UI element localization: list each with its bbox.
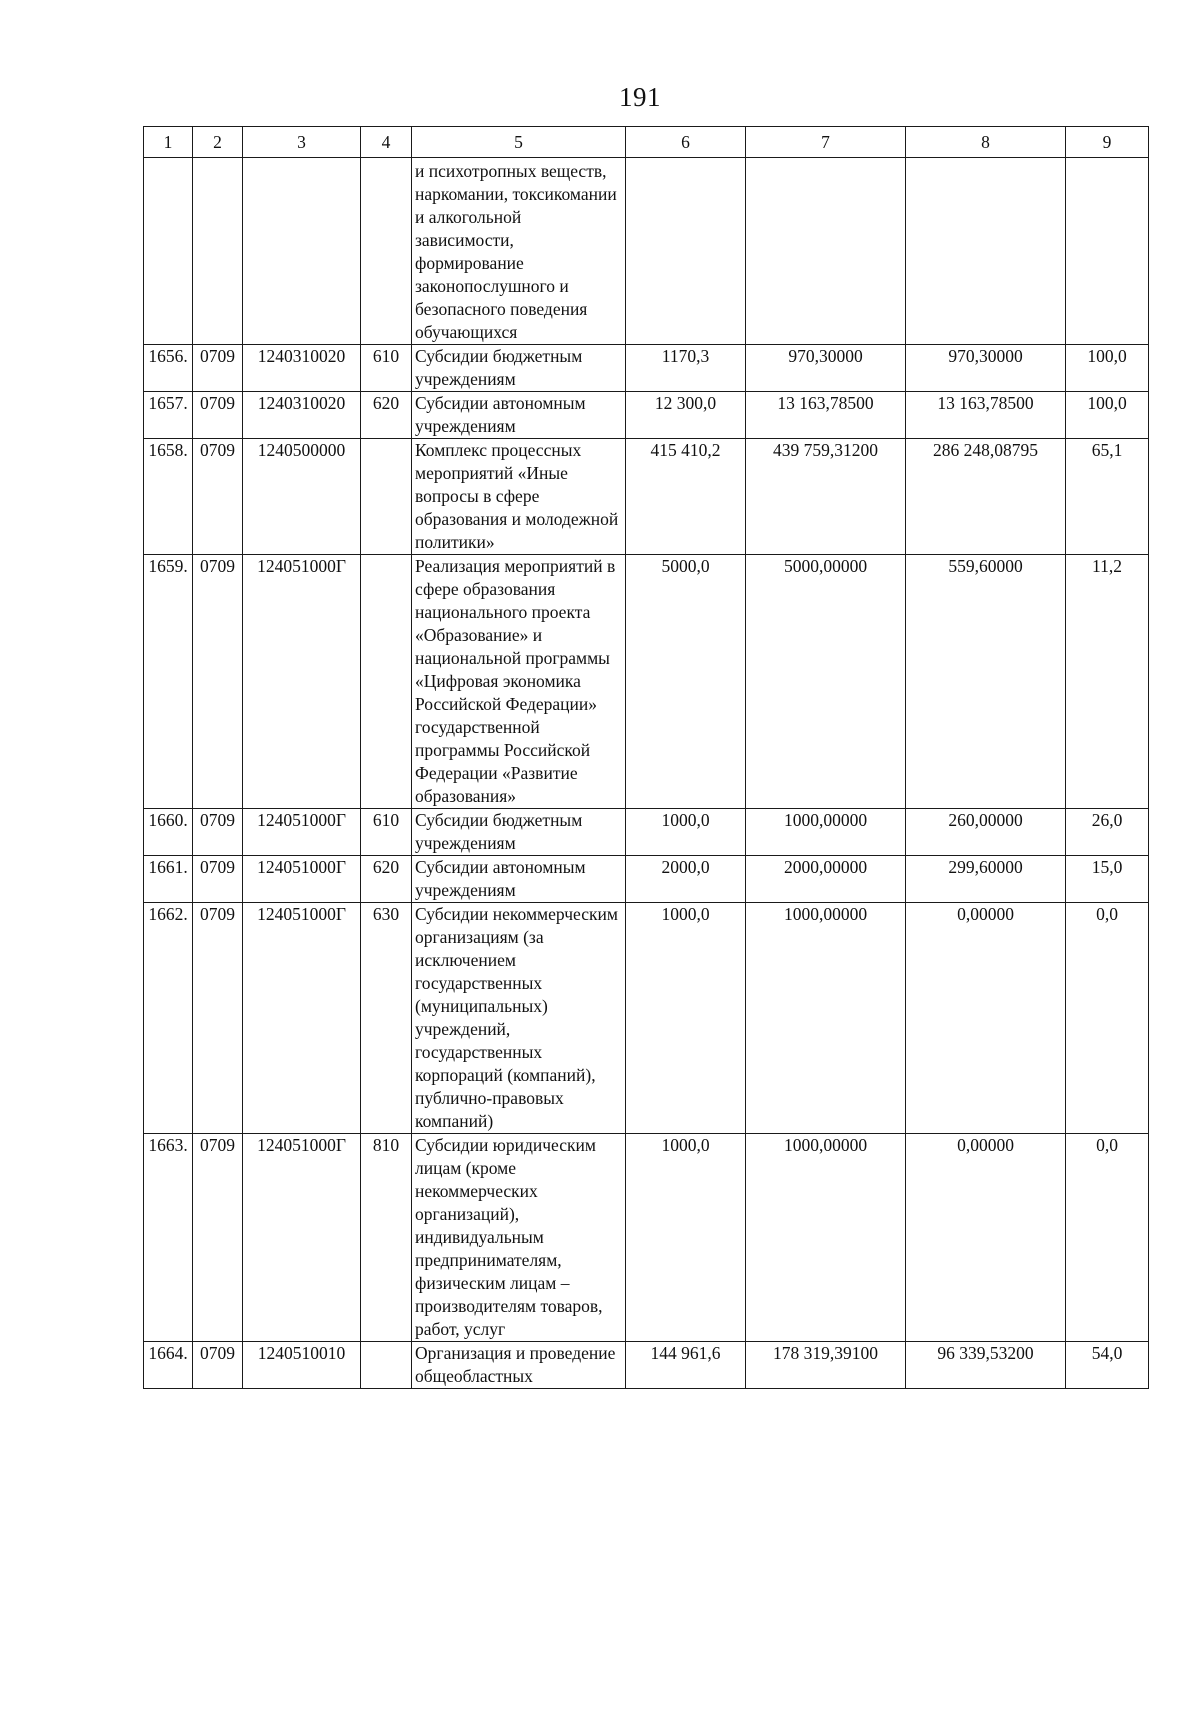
expense-name: Субсидии бюджетным учреждениям [412, 345, 626, 392]
section-code: 0709 [193, 555, 243, 809]
table-row [144, 1342, 1149, 1389]
target-article-code: 1240510010 [243, 1342, 361, 1389]
header-cell: 7 [746, 127, 906, 158]
col6-value: 1000,0 [626, 903, 746, 1134]
section-code: 0709 [193, 809, 243, 856]
table-row-continuation [144, 158, 1149, 345]
row-number: 1663. [144, 1134, 193, 1342]
expense-type-code: 620 [361, 856, 412, 903]
header-cell: 3 [243, 127, 361, 158]
col7-value: 1000,00000 [746, 809, 906, 856]
expense-type-code: 610 [361, 345, 412, 392]
budget-table [143, 126, 1149, 1389]
col6-value: 1000,0 [626, 809, 746, 856]
col6-value: 5000,0 [626, 555, 746, 809]
col6-value: 12 300,0 [626, 392, 746, 439]
target-article-code: 1240310020 [243, 345, 361, 392]
expense-name: Организация и проведение общеобластных [412, 1342, 626, 1389]
col8-value: 970,30000 [906, 345, 1066, 392]
row-number: 1656. [144, 345, 193, 392]
col8-value: 286 248,08795 [906, 439, 1066, 555]
col7-value: 178 319,39100 [746, 1342, 906, 1389]
col7-value: 5000,00000 [746, 555, 906, 809]
expense-type-code: 610 [361, 809, 412, 856]
expense-name: Субсидии автономным учреждениям [412, 856, 626, 903]
expense-name: Комплекс процессных мероприятий «Иные вопросы в сфере образования и молодежной политики» [412, 439, 626, 555]
target-article-code: 124051000Г [243, 555, 361, 809]
expense-name: Реализация мероприятий в сфере образования национального проекта «Образование» и национальной программы «Цифровая экономика Российской Федерации» государственной программы Российской Федерации «Развитие образования» [412, 555, 626, 809]
header-cell: 1 [144, 127, 193, 158]
col9-value: 100,0 [1066, 345, 1149, 392]
expense-name: и психотропных веществ, наркомании, токсикомании и алкогольной зависимости, формирование законопослушного и безопасного поведения обучающихся [412, 158, 626, 345]
col7-value: 1000,00000 [746, 1134, 906, 1342]
target-article-code: 1240310020 [243, 392, 361, 439]
table-row [144, 1134, 1149, 1342]
col9-value: 11,2 [1066, 555, 1149, 809]
table-header-row [144, 127, 1149, 158]
section-code: 0709 [193, 856, 243, 903]
target-article-code: 124051000Г [243, 1134, 361, 1342]
section-code: 0709 [193, 392, 243, 439]
col6-value: 1000,0 [626, 1134, 746, 1342]
expense-name: Субсидии бюджетным учреждениям [412, 809, 626, 856]
col7-value: 2000,00000 [746, 856, 906, 903]
expense-name: Субсидии юридическим лицам (кроме некоммерческих организаций), индивидуальным предпринимателям, физическим лицам – производителям товаров, работ, услуг [412, 1134, 626, 1342]
col9-value: 100,0 [1066, 392, 1149, 439]
col9-value: 15,0 [1066, 856, 1149, 903]
col9-value: 54,0 [1066, 1342, 1149, 1389]
col6-value: 2000,0 [626, 856, 746, 903]
table-row [144, 555, 1149, 809]
col8-value: 0,00000 [906, 1134, 1066, 1342]
col9-value: 65,1 [1066, 439, 1149, 555]
target-article-code: 124051000Г [243, 809, 361, 856]
col8-value: 0,00000 [906, 903, 1066, 1134]
col7-value: 439 759,31200 [746, 439, 906, 555]
row-number: 1657. [144, 392, 193, 439]
target-article-code: 1240500000 [243, 439, 361, 555]
table-row [144, 392, 1149, 439]
col7-value: 970,30000 [746, 345, 906, 392]
expense-type-code [361, 555, 412, 809]
header-cell: 8 [906, 127, 1066, 158]
table-row [144, 903, 1149, 1134]
header-cell: 2 [193, 127, 243, 158]
row-number: 1660. [144, 809, 193, 856]
col7-value: 13 163,78500 [746, 392, 906, 439]
target-article-code: 124051000Г [243, 856, 361, 903]
expense-type-code [361, 439, 412, 555]
col8-value: 559,60000 [906, 555, 1066, 809]
header-cell: 5 [412, 127, 626, 158]
col7-value: 1000,00000 [746, 903, 906, 1134]
expense-type-code: 630 [361, 903, 412, 1134]
row-number: 1658. [144, 439, 193, 555]
table-row [144, 345, 1149, 392]
col6-value: 1170,3 [626, 345, 746, 392]
row-number: 1659. [144, 555, 193, 809]
col8-value: 260,00000 [906, 809, 1066, 856]
row-number: 1661. [144, 856, 193, 903]
col6-value: 415 410,2 [626, 439, 746, 555]
col9-value: 0,0 [1066, 1134, 1149, 1342]
header-cell: 4 [361, 127, 412, 158]
col9-value: 0,0 [1066, 903, 1149, 1134]
section-code: 0709 [193, 1134, 243, 1342]
expense-name: Субсидии некоммерческим организациям (за исключением государственных (муниципальных) учреждений, государственных корпораций (компаний), публично-правовых компаний) [412, 903, 626, 1134]
table-row [144, 809, 1149, 856]
row-number: 1662. [144, 903, 193, 1134]
col8-value: 13 163,78500 [906, 392, 1066, 439]
row-number: 1664. [144, 1342, 193, 1389]
page-number: 191 [619, 82, 661, 112]
expense-name: Субсидии автономным учреждениям [412, 392, 626, 439]
table-row [144, 439, 1149, 555]
col6-value: 144 961,6 [626, 1342, 746, 1389]
header-cell: 9 [1066, 127, 1149, 158]
expense-type-code: 620 [361, 392, 412, 439]
section-code: 0709 [193, 903, 243, 1134]
table-row [144, 856, 1149, 903]
section-code: 0709 [193, 1342, 243, 1389]
col8-value: 96 339,53200 [906, 1342, 1066, 1389]
expense-type-code: 810 [361, 1134, 412, 1342]
target-article-code: 124051000Г [243, 903, 361, 1134]
expense-type-code [361, 1342, 412, 1389]
section-code: 0709 [193, 439, 243, 555]
header-cell: 6 [626, 127, 746, 158]
section-code: 0709 [193, 345, 243, 392]
col8-value: 299,60000 [906, 856, 1066, 903]
col9-value: 26,0 [1066, 809, 1149, 856]
